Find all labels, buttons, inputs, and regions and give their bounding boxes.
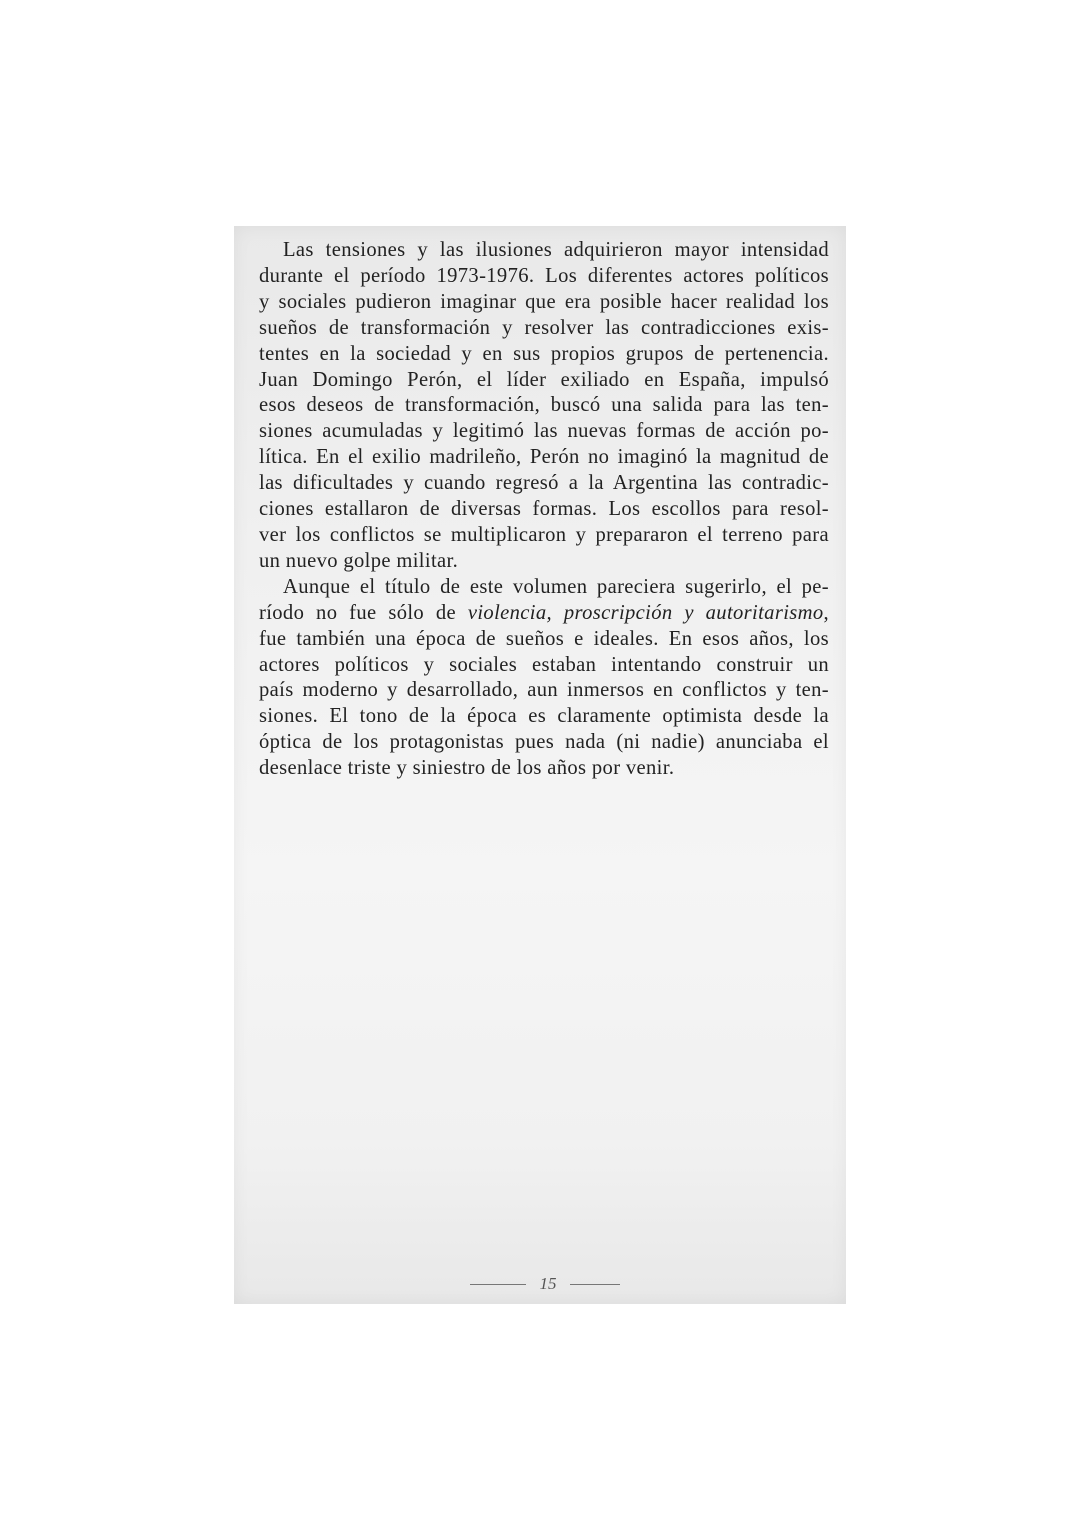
folio-rule-right (570, 1284, 620, 1285)
text-line: esos deseos de transformación, buscó una salida para las ten- (259, 394, 829, 417)
text-line: ciones estallaron de diversas formas. Los escollos para resol- (259, 498, 829, 521)
text-line: desenlace triste y siniestro de los años por venir. (259, 757, 675, 780)
text-line: tentes en la sociedad y en sus propios grupos de pertenencia. (259, 342, 829, 365)
paragraph-2 (259, 575, 829, 782)
folio-rule-left (470, 1284, 526, 1285)
body-text (259, 238, 829, 782)
text-line: Aunque el título de este volumen pareciera sugerirlo, el pe- (283, 575, 829, 598)
text-line: actores políticos y sociales estaban intentando construir un (259, 653, 829, 676)
page-footer (470, 1272, 620, 1296)
text-line: las dificultades y cuando regresó a la Argentina las contradic- (259, 472, 829, 495)
italic-phrase: violencia, proscripción y autoritarismo (467, 601, 824, 624)
text-line: Las tensiones y las ilusiones adquirieron mayor intensidad (283, 239, 829, 261)
text-fragment: , (823, 601, 829, 624)
text-line: lítica. En el exilio madrileño, Perón no imaginó la magnitud de (259, 446, 829, 469)
text-line: ver los conflictos se multiplicaron y prepararon el terreno para (259, 523, 829, 546)
text-line: y sociales pudieron imaginar que era posible hacer realidad los (259, 290, 829, 313)
text-line: Juan Domingo Perón, el líder exiliado en España, impulsó (259, 368, 829, 391)
text-fragment: ríodo no fue sólo de (259, 601, 468, 624)
text-line: un nuevo golpe militar. (259, 549, 459, 572)
text-line: fue también una época de sueños e ideales. En esos años, los (259, 627, 829, 650)
text-line: sueños de transformación y resolver las contradicciones exis- (259, 316, 829, 339)
text-line: siones acumuladas y legitimó las nuevas formas de acción po- (259, 420, 829, 443)
text-line (259, 601, 829, 627)
text-line: óptica de los protagonistas pues nada (ni nadie) anunciaba el (259, 731, 829, 754)
text-line: siones. El tono de la época es claramente optimista desde la (259, 705, 829, 728)
page-number: 15 (539, 1274, 557, 1293)
text-line: durante el período 1973-1976. Los diferentes actores políticos (259, 264, 829, 287)
text-line: país moderno y desarrollado, aun inmersos en conflictos y ten- (259, 679, 829, 702)
paragraph-1 (259, 238, 829, 575)
